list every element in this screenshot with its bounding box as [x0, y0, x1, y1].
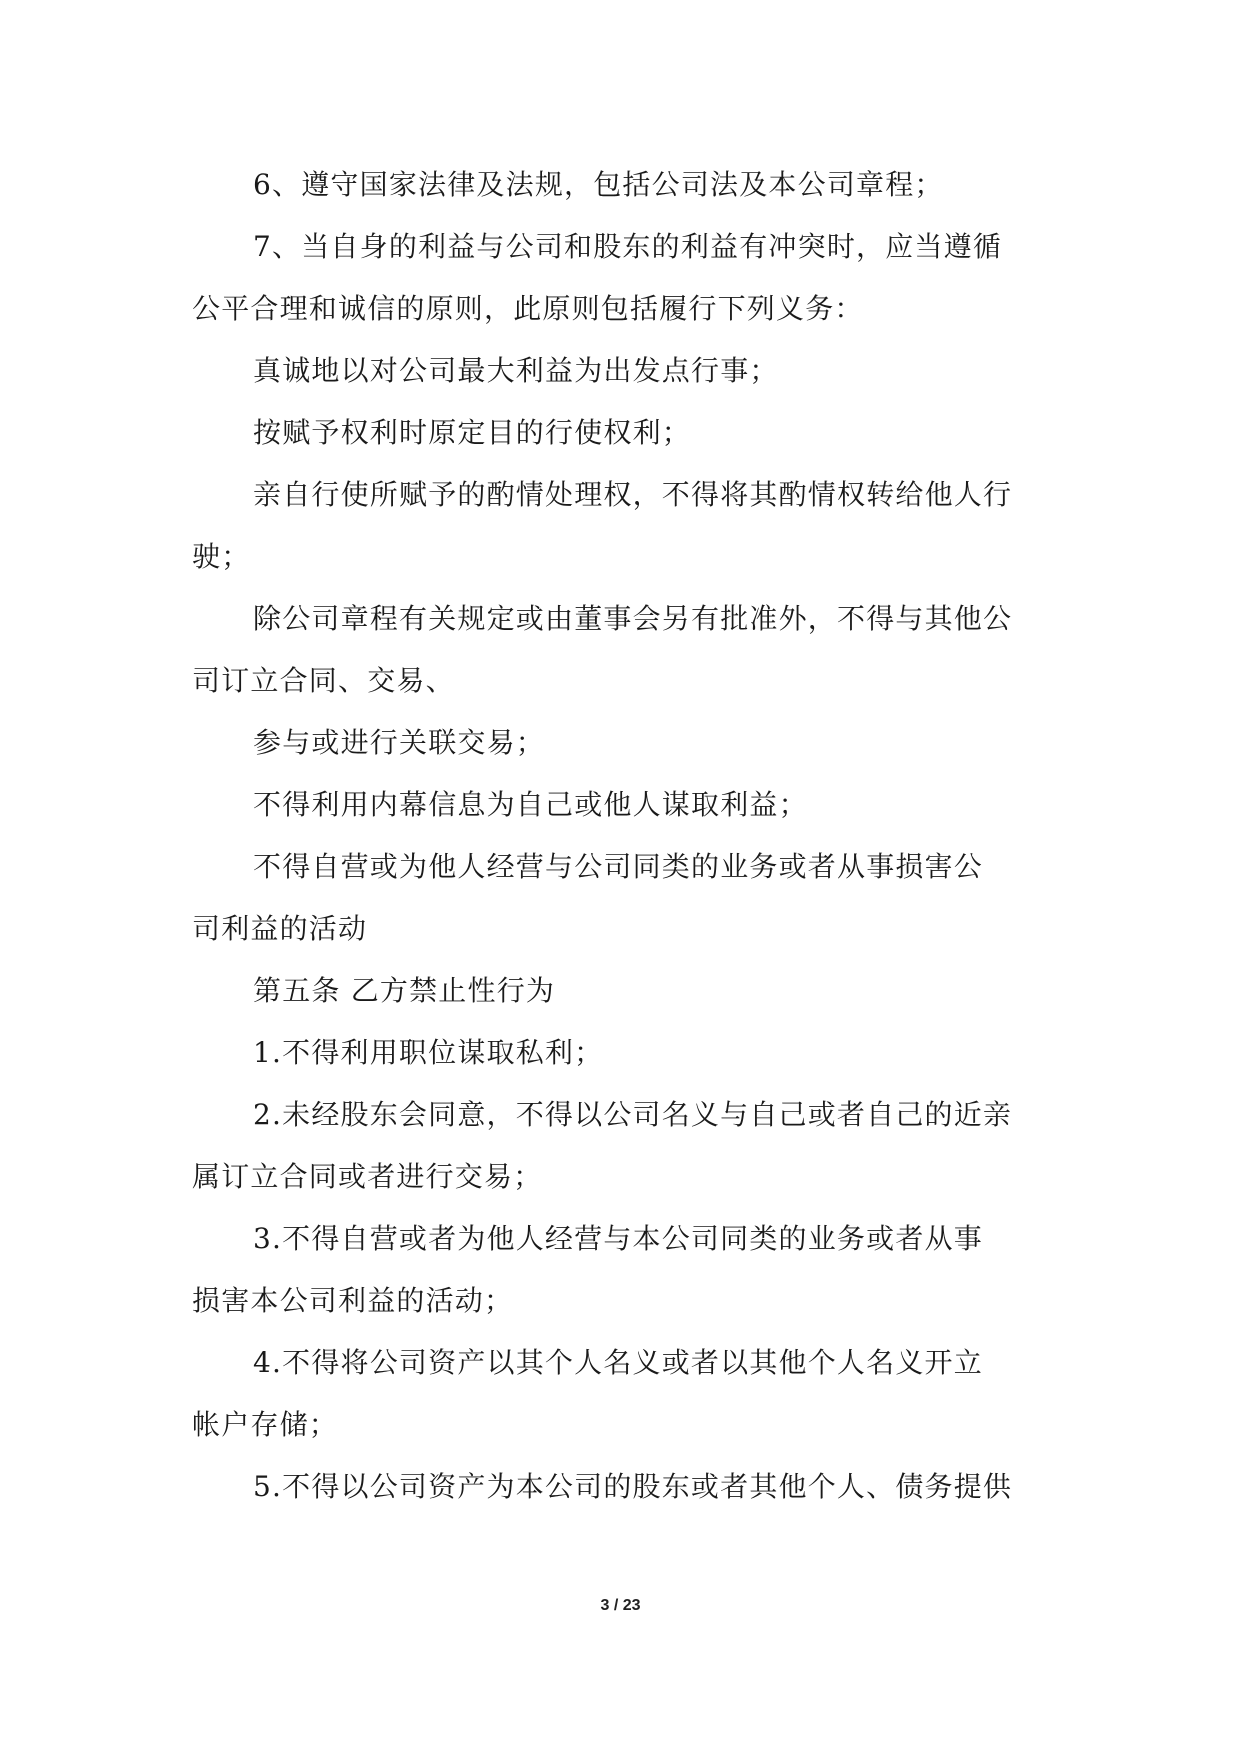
paragraph-line: 3.不得自营或者为他人经营与本公司同类的业务或者从事	[253, 1222, 983, 1255]
paragraph-line: 亲自行使所赋予的酌情处理权，不得将其酌情权转给他人行	[253, 478, 1013, 511]
paragraph-line: 真诚地以对公司最大利益为出发点行事；	[253, 354, 779, 387]
paragraph-line: 6、遵守国家法律及法规，包括公司法及本公司章程；	[253, 168, 944, 201]
paragraph-line: 驶；	[192, 540, 251, 573]
paragraph-line: 按赋予权利时原定目的行使权利；	[253, 416, 692, 449]
paragraph-line: 司利益的活动	[192, 912, 368, 945]
paragraph-line: 参与或进行关联交易；	[253, 726, 546, 759]
paragraph-line: 属订立合同或者进行交易；	[192, 1160, 543, 1193]
paragraph-line: 损害本公司利益的活动；	[192, 1284, 514, 1317]
page-number: 3 / 23	[600, 1597, 641, 1614]
paragraph-line: 公平合理和诚信的原则，此原则包括履行下列义务：	[192, 292, 864, 325]
paragraph-line: 7、当自身的利益与公司和股东的利益有冲突时，应当遵循	[253, 230, 1003, 263]
paragraph-line: 5.不得以公司资产为本公司的股东或者其他个人、债务提供	[253, 1470, 1013, 1503]
paragraph-line: 2.未经股东会同意，不得以公司名义与自己或者自己的近亲	[253, 1098, 1013, 1131]
paragraph-line: 不得自营或为他人经营与公司同类的业务或者从事损害公	[253, 850, 984, 883]
paragraph-line: 不得利用内幕信息为自己或他人谋取利益；	[253, 788, 808, 821]
paragraph-line: 除公司章程有关规定或由董事会另有批准外，不得与其他公	[253, 602, 1013, 635]
paragraph-line: 1.不得利用职位谋取私利；	[253, 1036, 604, 1069]
paragraph-line: 帐户存储；	[192, 1408, 339, 1441]
document-body	[192, 154, 1052, 1518]
section-heading: 第五条 乙方禁止性行为	[253, 974, 556, 1007]
paragraph-line: 4.不得将公司资产以其个人名义或者以其他个人名义开立	[253, 1346, 983, 1379]
paragraph-line: 司订立合同、交易、	[192, 664, 455, 697]
